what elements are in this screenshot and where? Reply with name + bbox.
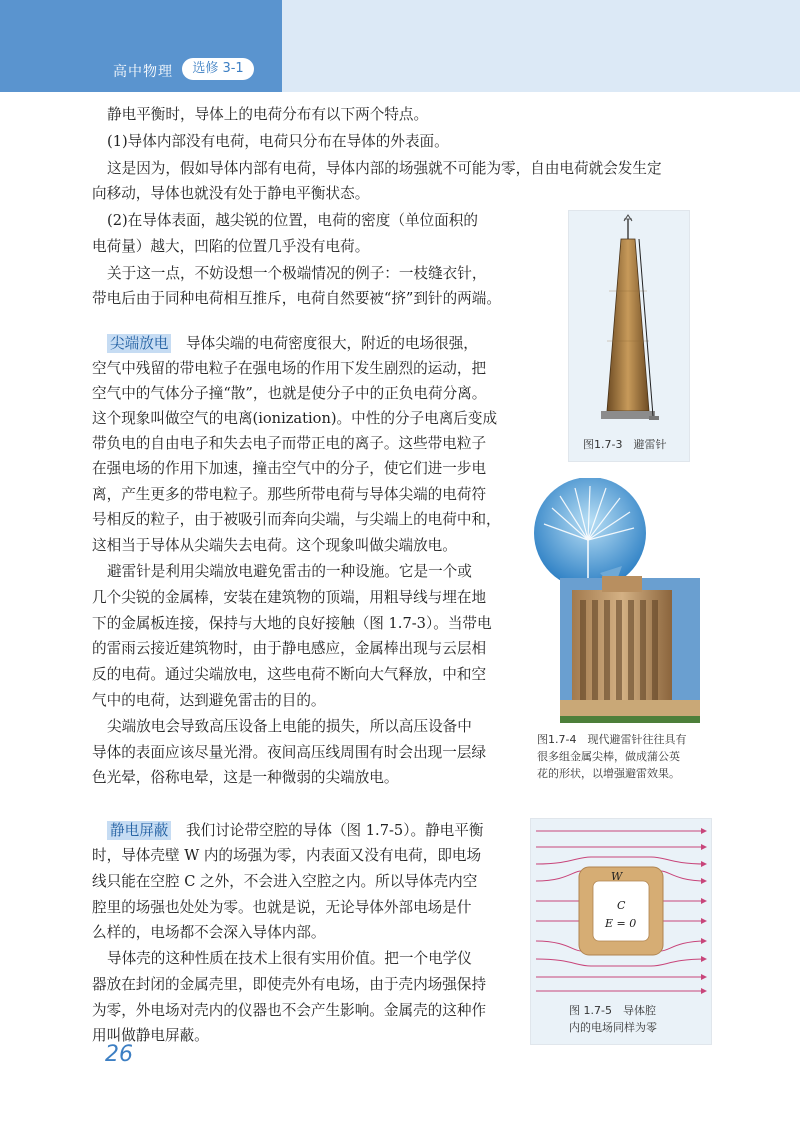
text-line: 器放在封闭的金属壳里，即使壳外有电场，由于壳内场强保持 (92, 976, 487, 993)
text-line: 这是因为，假如导体内部有电荷，导体内部的场强就不可能为零，自由电荷就会发生定 (107, 160, 662, 177)
text-line: 向移动，导体也就没有处于静电平衡状态。 (92, 185, 370, 202)
figure-caption: 图 1.7-5 导体腔 (569, 1004, 656, 1017)
text-line: 腔里的场强也处处为零。也就是说，无论导体外部电场是什 (92, 899, 472, 916)
text-line: 线只能在空腔 C 之外，不会进入空腔之内。所以导体壳内空 (92, 873, 478, 890)
text-line: 用叫做静电屏蔽。 (92, 1027, 209, 1044)
text-line: (1)导体内部没有电荷，电荷只分布在导体的外表面。 (107, 133, 449, 150)
text-line: 这个现象叫做空气的电离(ionization)。中性的分子电离后变成 (92, 410, 498, 427)
figure-caption: 内的电场同样为零 (569, 1021, 657, 1034)
text-line: 的雷雨云接近建筑物时，由于静电感应，金属棒出现与云层相 (92, 640, 487, 657)
section-tag-shielding: 静电屏蔽 (107, 821, 171, 840)
text-line: 在强电场的作用下加速，撞击空气中的分子，使它们进一步电 (92, 460, 487, 477)
field-zero-label: E = 0 (605, 917, 637, 930)
text-line: 气中的电荷，达到避免雷击的目的。 (92, 692, 326, 709)
text-line: 静电平衡时，导体上的电荷分布有以下两个特点。 (107, 106, 429, 123)
wall-label: W (611, 870, 623, 883)
text-line: 带电后由于同种电荷相互推斥，电荷自然要被“挤”到针的两端。 (92, 290, 501, 307)
figure-conductor-cavity (530, 818, 712, 1045)
text-line: 电荷量）越大，凹陷的位置几乎没有电荷。 (92, 238, 370, 255)
text-line: 空气中残留的带电粒子在强电场的作用下发生剧烈的运动，把 (92, 360, 487, 377)
page-number: 26 (105, 1042, 133, 1067)
text-line: 关于这一点，不妨设想一个极端情况的例子：一枝缝衣针， (107, 265, 487, 282)
text-line: 导体的表面应该尽量光滑。夜间高压线周围有时会出现一层绿 (92, 744, 487, 761)
text-line: 为零，外电场对壳内的仪器也不会产生影响。金属壳的这种作 (92, 1002, 487, 1019)
chimney-illustration (569, 211, 689, 461)
text-line: 么样的，电场都不会深入导体内部。 (92, 924, 326, 941)
text-line (107, 820, 483, 842)
section-tag-tip-discharge: 尖端放电 (107, 334, 171, 353)
cavity-label: C (617, 899, 626, 912)
text-line: 色光晕，俗称电晕，这是一种微弱的尖端放电。 (92, 769, 399, 786)
text-line: 下的金属板连接，保持与大地的良好接触（图 1.7-3）。当带电 (92, 615, 492, 632)
text-line: 时，导体壳壁 W 内的场强为零，内表面又没有电荷，即电场 (92, 847, 482, 864)
text-line: 几个尖锐的金属棒，安装在建筑物的顶端，用粗导线与埋在地 (92, 589, 487, 606)
text-line: 号相反的粒子，由于被吸引而奔向尖端，与尖端上的电荷中和， (92, 511, 501, 528)
figure-lightning-rod (568, 210, 690, 462)
text-line: (2)在导体表面，越尖锐的位置，电荷的密度（单位面积的 (107, 212, 478, 229)
text-line: 导体壳的这种性质在技术上很有实用价值。把一个电学仪 (107, 950, 472, 967)
figure-caption: 图1.7-4 现代避雷针往往具有 (537, 733, 687, 746)
building-photo (530, 478, 700, 723)
figure-caption: 很多组金属尖棒，做成蒲公英 (537, 750, 680, 763)
text-span: 导体尖端的电荷密度很大，附近的电场很强， (186, 335, 478, 352)
text-line: 反的电荷。通过尖端放电，这些电荷不断向大气释放，中和空 (92, 666, 487, 683)
text-line: 避雷针是利用尖端放电避免雷击的一种设施。它是一个或 (107, 563, 472, 580)
book-title: 高中物理 (113, 64, 173, 80)
figure-modern-lightning-rod (530, 478, 700, 723)
text-line: 离，产生更多的带电粒子。那些所带电荷与导体尖端的电荷符 (92, 486, 487, 503)
figure-caption: 图1.7-3 避雷针 (583, 438, 667, 451)
figure-caption: 花的形状，以增强避雷效果。 (537, 767, 680, 780)
volume-badge: 选修 3-1 (182, 58, 254, 80)
text-line (107, 333, 478, 355)
text-line: 这相当于导体从尖端失去电荷。这个现象叫做尖端放电。 (92, 537, 457, 554)
text-span: 我们讨论带空腔的导体（图 1.7-5）。静电平衡 (186, 822, 484, 839)
header-band-pale (282, 0, 800, 92)
text-line: 尖端放电会导致高压设备上电能的损失，所以高压设备中 (107, 718, 472, 735)
text-line: 空气中的气体分子撞“散”，也就是使分子中的正负电荷分离。 (92, 385, 487, 402)
text-line: 带负电的自由电子和失去电子而带正电的离子。这些带电粒子 (92, 435, 487, 452)
